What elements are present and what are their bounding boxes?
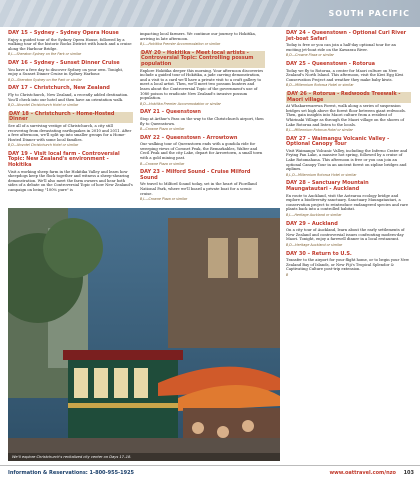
- itinerary-day: [286, 92, 411, 133]
- meals-accommodation: B,L—Millennium Rotorua Hotel or similar: [286, 128, 353, 133]
- day-title: DAY 16 – Sydney - Sunset Dinner Cruise: [8, 59, 120, 66]
- day-description: Explore Hokitika deeper this morning. Your afternoon discoveries include a guided tour of Hokitika, a jade carving demonstration, and a visit to a card we'll have a private visit to a craft gallery to meet a local artist. Then, we'll meet two possum hunters and learn about the Controversial Topic of the government's use of 1080 poison to eradicate New Zealand's invasive possum population.: [140, 68, 264, 101]
- day-description: Today we fly to Rotorua, a center for Maori culture on New Zealand's North Island. This afternoon, visit the Kiwi Egg Kiwi Conservation Project and weather they make baby kiwis.: [286, 68, 404, 82]
- day-title: DAY 30 – Return to U.S.: [286, 250, 352, 257]
- itinerary-day: [286, 62, 411, 88]
- day-title: DAY 20 – Hokitika - Meet local artists - Controversial Topic: Controlling possum population: [140, 51, 265, 68]
- meals-accommodation: B,D—Sheraton Sydney on the Park or similar: [8, 77, 82, 82]
- meals-accommodation: B,L—Heritage Auckland or similar: [286, 213, 342, 217]
- day-description: impacting local farmers. We continue our journey to Hokitika, arriving in late afternoon.: [140, 32, 256, 41]
- day-description: Our walking tour of Queenstown ends with a gondola ride for sweeping views of Coronet Peak, the Remarkables, Walter and Cecil Peak and the city Lake, depart for Arrowtown, a small town with a gold mining past.: [140, 142, 263, 161]
- meals-accommodation: B—Crowne Plaza or similar: [140, 127, 185, 132]
- day-title: DAY 22 – Queenstown - Arrowtown: [140, 134, 238, 141]
- day-description: You have a free day to discover Sydney on your own. Tonight, enjoy a Sunset Dinner Cruise in Sydney Harbour.: [8, 67, 124, 77]
- meals-accommodation: B,D—Crowne Plaza or similar: [286, 53, 334, 58]
- itinerary-day: [8, 112, 133, 148]
- itinerary-day: [286, 252, 411, 278]
- itinerary-day: [286, 181, 411, 217]
- itinerary-day: [286, 137, 411, 178]
- itinerary-day: [8, 61, 133, 82]
- itinerary-day: [140, 136, 265, 167]
- section-header: [0, 0, 420, 27]
- itinerary-day: [140, 170, 265, 202]
- meals-accommodation: B,D—Heritage Auckland or similar: [286, 242, 343, 247]
- photo-caption: We'll explore Christchurch's revitalized city center on Days 17–18.: [8, 453, 280, 461]
- day-title: DAY 18 – Christchurch - Home-Hosted Dinner: [8, 112, 133, 123]
- day-title: DAY 27 – Waimangu Volcanic Valley - Optional Canopy Tour: [286, 135, 390, 148]
- day-description: Transfer to the airport for your flight home, or to begin your New Zealand Bay of Islands, or New Fiji's Tropical Splendor & Captivating Culture post-trip extension.: [286, 258, 410, 272]
- day-description: Visit a working sheep farm in the Hokitika Valley and learn how sheepdogs keep the flock together and witness a sheep-shearing demonstration. We'll also meet the farm owners and hear both sides of a debate on the Controversial Topic of how New Zealand's campaign on being "100% pure" is: [8, 169, 133, 193]
- meals-accommodation: B: [286, 272, 289, 277]
- itinerary-day: [8, 31, 133, 57]
- day-title: DAY 29 – Auckland: [286, 220, 338, 227]
- day-title: DAY 17 – Christchurch, New Zealand: [8, 85, 110, 92]
- day-description: We travel to Milford Sound today, set in the heart of Fiordland National Park, where we'll board a private boat for a scenic cruise.: [140, 182, 257, 196]
- day-title: DAY 21 – Queenstown: [140, 109, 201, 116]
- itinerary-column-2: [140, 31, 265, 206]
- section-title: SOUTH PACIFIC: [328, 9, 410, 18]
- meals-accommodation: B,L—Crowne Plaza or similar: [140, 197, 188, 202]
- meals-accommodation: B,D—Hokitika Premier Accommodation or similar: [140, 101, 221, 106]
- itinerary-day: [8, 86, 133, 107]
- day-title: DAY 26 – Rotorua - Redwoods Treewalk - Maori village: [286, 92, 411, 103]
- day-description: Enjoy a guided tour of the Sydney Opera House, followed by a walking tour of the historic Rocks District with lunch and a cruise along the Harbour Bridge.: [8, 37, 132, 51]
- website-link[interactable]: www.oattravel.com/nzo: [329, 470, 396, 476]
- day-title: DAY 28 – Sanctuary Mountain Maungatautari - Auckland: [286, 180, 369, 193]
- page-footer: [0, 465, 420, 480]
- day-title: DAY 19 – Visit local farm - Controversial Topic: New Zealand's environment - Hokitika: [8, 150, 120, 169]
- meals-accommodation: B,L—Hokitika Premier Accommodation or similar: [140, 42, 221, 47]
- day-description: Stop at Arthur's Pass on the way to the Christchurch airport, then fly to Queenstown.: [140, 116, 264, 126]
- day-description: Today is free or you can join a half-day optional tour for an exciting jet-boat ride on the Kawarau River.: [286, 43, 396, 52]
- day-description: En route to Auckland, visit the Aotearoa ecology bridge and explore a biodiversity sanctuary. Sanctuary Maungatautari, a conservation project to reintroduce endangered species and rare plants back into a controlled habitat.: [286, 193, 409, 212]
- day-description: See all of a surviving vestige of Christchurch, a city still recovering from devastating earthquakes in 2010 and 2011. After a free afternoon, we'll split up into smaller groups for a Home-Hosted Dinner with some local families.: [8, 123, 132, 142]
- page-number: 103: [403, 470, 414, 476]
- meals-accommodation: B—Crowne Plaza or similar: [140, 161, 185, 166]
- reservations-info: Information & Reservations: 1-800-955-1925: [8, 470, 135, 476]
- christchurch-tram-photo: [8, 208, 280, 461]
- day-title: DAY 24 – Queenstown - Optional Curi River Jet-boat Safari: [286, 30, 407, 42]
- meals-accommodation: B,L,D—Millennium Rotorua Hotel or similar: [286, 172, 357, 177]
- itinerary-day: [286, 31, 411, 58]
- meals-accommodation: B,D—Millennium Rotorua Hotel or similar: [286, 83, 354, 88]
- itinerary-column-1: [8, 31, 133, 197]
- day-title: DAY 23 – Milford Sound - Cruise Milford Sound: [140, 169, 251, 181]
- day-description: Fly to Christchurch, New Zealand, a recently added destination. You'll check into our hotel and then have an orientation walk.: [8, 92, 129, 102]
- itinerary-day: [286, 222, 411, 248]
- day-description: Visit Waimangu Volcanic Valley, including the Inferno Crater and Frying Pan Lake, a massive hot spring, followed by a cruise of Lake Rotomahana. This afternoon is free or you can join an optional Canopy Tour in an ancient forest on zipline bridges and ziplines.: [286, 148, 408, 172]
- itinerary-column-3: [286, 31, 411, 282]
- meals-accommodation: B,D—Novotel Christchurch Hotel or similar: [8, 143, 79, 148]
- meals-accommodation: B,L—Sheraton Sydney on the Park or similar: [8, 52, 82, 57]
- day-description: On a city tour of Auckland, learn about the early settlements of New Zealand and controversial issues confronting modern-day Maori. Tonight, enjoy a farewell dinner in a local restaurant.: [286, 228, 405, 242]
- day-description: At Whakarewarewa Forest, walk along a series of suspension bridges set high above the forest floor between giant redwoods. Then, gain insights into Maori culture from a resident of Whirinaki Village as through the Maori village on the shores of Lake Rotorua and listen to the locals.: [286, 104, 406, 127]
- header-watermark: [0, 0, 300, 27]
- day-title: DAY 25 – Queenstown - Rotorua: [286, 60, 376, 67]
- itinerary-day: [8, 152, 133, 193]
- itinerary-day: [140, 110, 265, 131]
- itinerary-day: [140, 51, 265, 107]
- meals-accommodation: B,D—Novotel Christchurch Hotel or similar: [8, 103, 79, 108]
- itinerary-day: [140, 32, 265, 47]
- day-title: DAY 15 – Sydney - Sydney Opera House: [8, 30, 119, 36]
